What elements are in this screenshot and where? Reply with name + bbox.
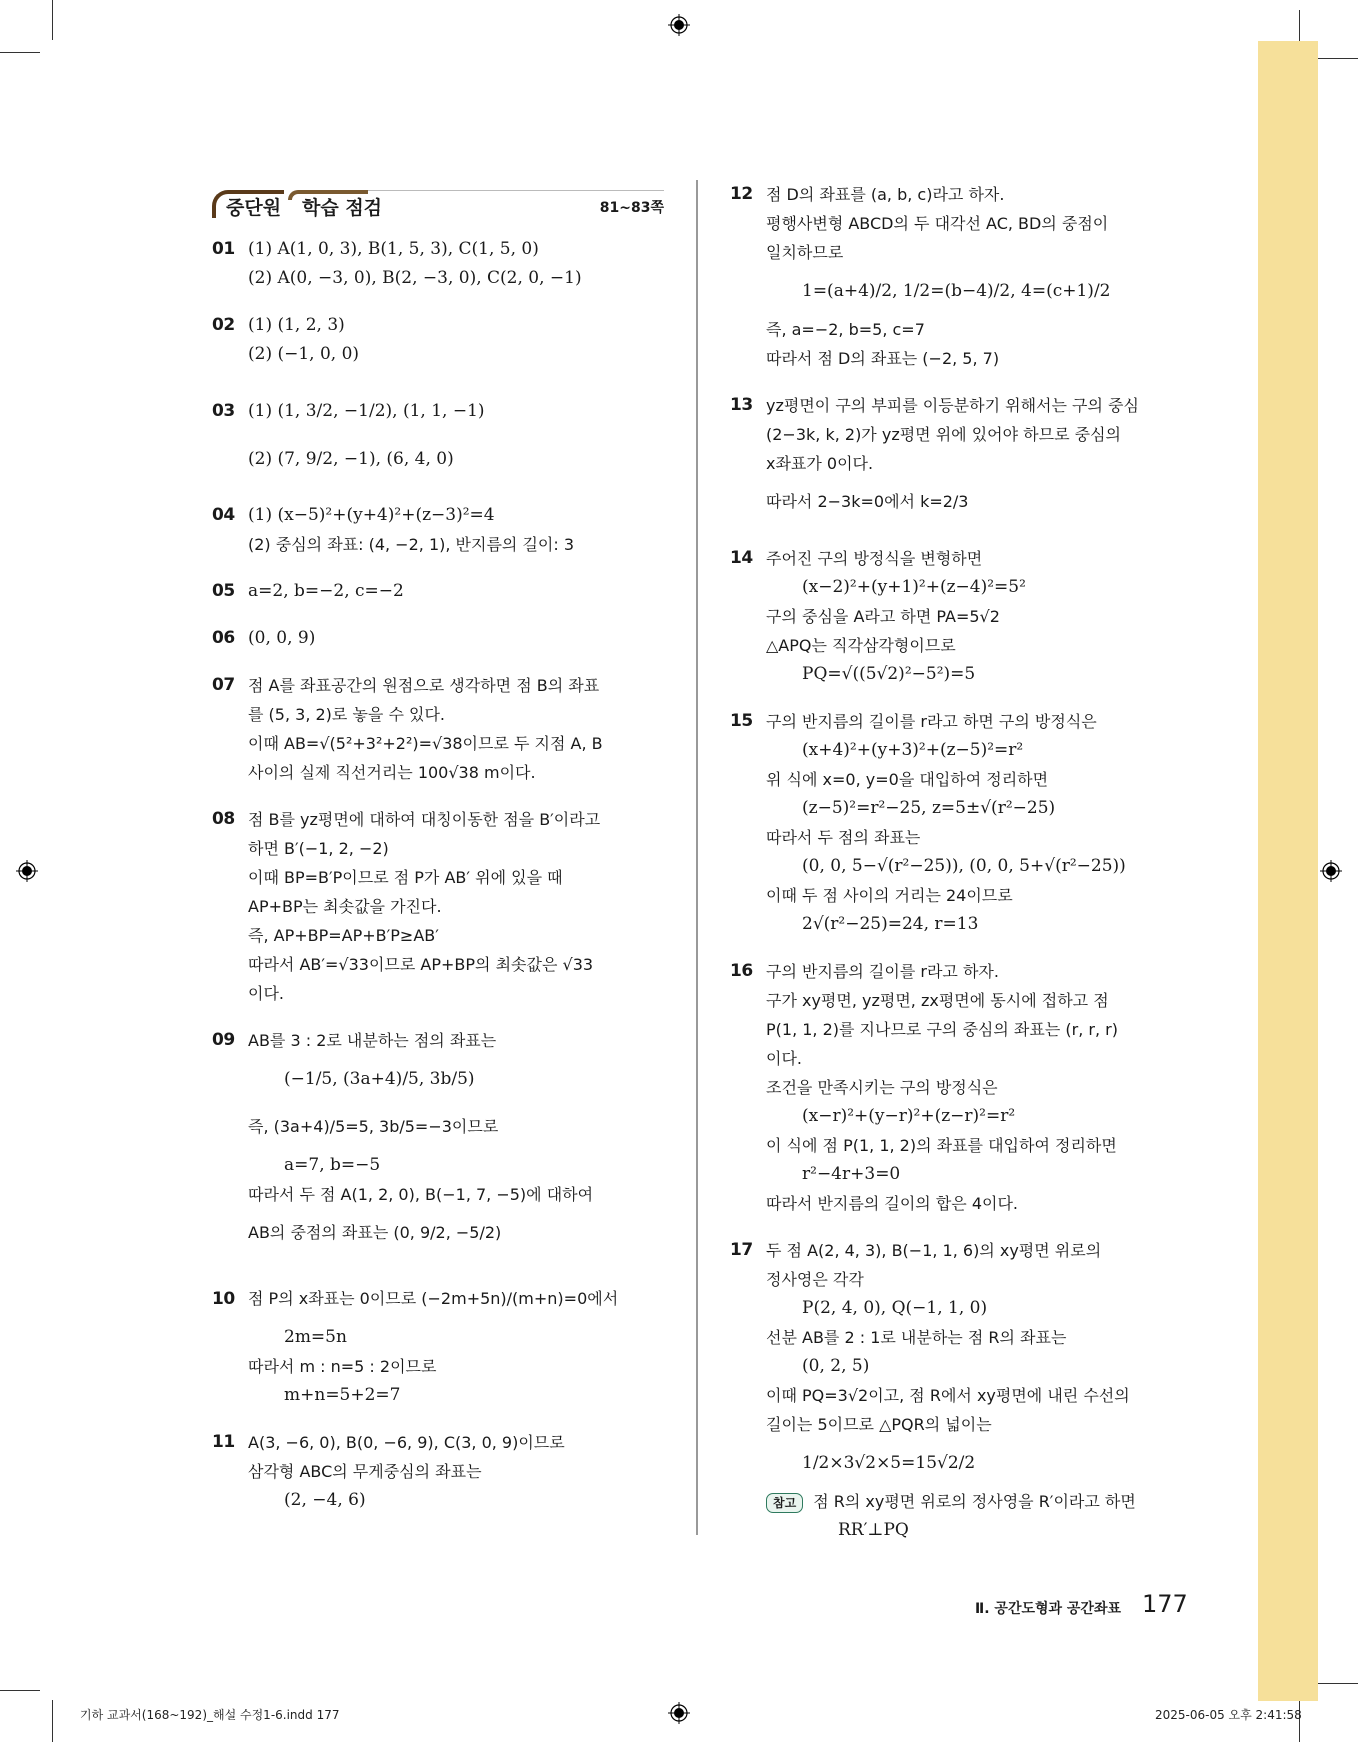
solution-line: 점 D의 좌표를 (a, b, c)라고 하자. xyxy=(766,185,1005,204)
solution-line: yz평면이 구의 부피를 이등분하기 위해서는 구의 중심 xyxy=(766,396,1139,415)
solution-line: 따라서 두 점 A(1, 2, 0), B(−1, 7, −5)에 대하여 xyxy=(248,1185,594,1204)
problem-number: 10 xyxy=(212,1289,235,1309)
file-slug: 기하 교과서(168~192)_해설 수정1-6.indd 177 xyxy=(80,1708,340,1722)
crop-mark xyxy=(1318,58,1358,59)
section-title-main: 중단원 xyxy=(226,197,282,219)
solution-line: 즉, (3a+4)/5=5, 3b/5=−3이므로 xyxy=(248,1117,499,1136)
solution-line: 삼각형 ABC의 무게중심의 좌표는 xyxy=(248,1462,482,1481)
left-column xyxy=(212,235,667,1533)
problem-16 xyxy=(730,957,1185,1218)
problem-04 xyxy=(212,501,667,559)
solution-line: 조건을 만족시키는 구의 방정식은 xyxy=(766,1078,998,1097)
solution-line: 이다. xyxy=(766,1049,802,1068)
registration-mark-icon xyxy=(16,860,38,882)
solution-line: (−1/5, (3a+4)/5, 3b/5) xyxy=(284,1069,475,1089)
solution-line: 정사영은 각각 xyxy=(766,1270,864,1289)
problem-14 xyxy=(730,544,1185,689)
solution-line: x좌표가 0이다. xyxy=(766,454,874,473)
solution-line: 1=(a+4)/2, 1/2=(b−4)/2, 4=(c+1)/2 xyxy=(802,281,1111,301)
solution-line: 점 P의 x좌표는 0이므로 (−2m+5n)/(m+n)=0에서 xyxy=(248,1289,619,1308)
solution-line: 따라서 점 D의 좌표는 (−2, 5, 7) xyxy=(766,349,1000,368)
solution-line: AB를 3 : 2로 내분하는 점의 좌표는 xyxy=(248,1031,497,1050)
answer-line: (2) A(0, −3, 0), B(2, −3, 0), C(2, 0, −1) xyxy=(248,268,582,288)
problem-number: 07 xyxy=(212,675,235,695)
solution-line: 구의 반지름의 길이를 r라고 하면 구의 방정식은 xyxy=(766,712,1097,731)
answer-line: (0, 0, 9) xyxy=(248,628,316,648)
problem-number: 14 xyxy=(730,548,753,568)
problem-11 xyxy=(212,1428,667,1515)
solution-line: 이때 AB=√(5²+3²+2²)=√38이므로 두 지점 A, B xyxy=(248,734,603,753)
problem-06 xyxy=(212,624,667,653)
solution-line: m+n=5+2=7 xyxy=(284,1385,401,1405)
crop-mark xyxy=(0,1690,40,1691)
right-column xyxy=(730,180,1185,1563)
problem-10 xyxy=(212,1275,667,1410)
solution-line: 평행사변형 ABCD의 두 대각선 AC, BD의 중점이 xyxy=(766,214,1109,233)
solution-line: 길이는 5이므로 △PQR의 넓이는 xyxy=(766,1415,992,1434)
problem-number: 02 xyxy=(212,315,235,335)
problem-number: 17 xyxy=(730,1240,753,1260)
registration-mark-icon xyxy=(1320,860,1342,882)
solution-line: (2−3k, k, 2)가 yz평면 위에 있어야 하므로 중심의 xyxy=(766,425,1121,444)
problem-05 xyxy=(212,577,667,606)
solution-line: P(2, 4, 0), Q(−1, 1, 0) xyxy=(802,1298,988,1318)
header-rule xyxy=(367,190,664,191)
solution-line: 사이의 실제 직선거리는 100√38 m이다. xyxy=(248,763,536,782)
solution-line: 따라서 반지름의 길이의 합은 4이다. xyxy=(766,1194,1018,1213)
solution-line: P(1, 1, 2)를 지나므로 구의 중심의 좌표는 (r, r, r) xyxy=(766,1020,1118,1039)
problem-number: 11 xyxy=(212,1432,235,1452)
crop-mark xyxy=(0,52,40,53)
solution-line: AP+BP는 최솟값을 가진다. xyxy=(248,897,442,916)
solution-line: a=7, b=−5 xyxy=(284,1155,381,1175)
crop-mark xyxy=(52,1700,53,1742)
solution-line: 위 식에 x=0, y=0을 대입하여 정리하면 xyxy=(766,770,1049,789)
registration-mark-icon xyxy=(668,14,690,36)
problem-07 xyxy=(212,671,667,787)
problem-number: 03 xyxy=(212,401,235,421)
solution-line: 따라서 2−3k=0에서 k=2/3 xyxy=(766,492,969,511)
registration-mark-icon xyxy=(668,1702,690,1724)
solution-line: 두 점 A(2, 4, 3), B(−1, 1, 6)의 xy평면 위로의 xyxy=(766,1241,1102,1260)
crop-mark xyxy=(1318,1683,1358,1684)
answer-line: (1) (1, 3/2, −1/2), (1, 1, −1) xyxy=(248,401,485,421)
problem-number: 13 xyxy=(730,395,753,415)
solution-line: r²−4r+3=0 xyxy=(802,1164,901,1184)
chapter-tab-strip xyxy=(1258,41,1318,1701)
problem-number: 16 xyxy=(730,961,753,981)
problem-number: 04 xyxy=(212,505,235,525)
solution-line: 즉, AP+BP=AP+B′P≥AB′ xyxy=(248,926,439,945)
timestamp-slug: 2025-06-05 오후 2:41:58 xyxy=(1155,1708,1302,1722)
solution-line: (z−5)²=r²−25, z=5±√(r²−25) xyxy=(802,798,1056,818)
answer-line: (1) A(1, 0, 3), B(1, 5, 3), C(1, 5, 0) xyxy=(248,239,539,259)
problem-number: 12 xyxy=(730,184,753,204)
page-number: 177 xyxy=(1142,1590,1188,1618)
problem-number: 15 xyxy=(730,711,753,731)
solution-line: 1/2×3√2×5=15√2/2 xyxy=(802,1453,976,1473)
solution-line: 이때 BP=B′P이므로 점 P가 AB′ 위에 있을 때 xyxy=(248,868,563,887)
solution-line: (x+4)²+(y+3)²+(z−5)²=r² xyxy=(802,740,1024,760)
solution-line: PQ=√((5√2)²−5²)=5 xyxy=(802,664,976,684)
problem-09 xyxy=(212,1026,667,1257)
problem-01 xyxy=(212,235,667,293)
solution-line: (0, 2, 5) xyxy=(802,1356,870,1376)
answer-line: (2) (−1, 0, 0) xyxy=(248,344,360,364)
solution-line: AB의 중점의 좌표는 (0, 9/2, −5/2) xyxy=(248,1223,502,1242)
problem-number: 05 xyxy=(212,581,235,601)
problem-15 xyxy=(730,707,1185,939)
solution-line: 를 (5, 3, 2)로 놓을 수 있다. xyxy=(248,705,445,724)
solution-line: 하면 B′(−1, 2, −2) xyxy=(248,839,389,858)
note-line xyxy=(766,1487,1185,1516)
answer-line: a=2, b=−2, c=−2 xyxy=(248,581,404,601)
solution-line: 이때 PQ=3√2이고, 점 R에서 xy평면에 내린 수선의 xyxy=(766,1386,1130,1405)
problem-number: 09 xyxy=(212,1030,235,1050)
note-text: 점 R의 xy평면 위로의 정사영을 R′이라고 하면 xyxy=(813,1492,1136,1511)
solution-line: 구의 중심을 A라고 하면 PA=5√2 xyxy=(766,607,1000,626)
solution-line: 즉, a=−2, b=5, c=7 xyxy=(766,320,925,339)
answer-line: (1) (x−5)²+(y+4)²+(z−3)²=4 xyxy=(248,505,495,525)
solution-line: 주어진 구의 방정식을 변형하면 xyxy=(766,549,983,568)
solution-line: 따라서 두 점의 좌표는 xyxy=(766,828,921,847)
problem-number: 06 xyxy=(212,628,235,648)
note-text: RR′⊥PQ xyxy=(838,1520,909,1540)
problem-number: 08 xyxy=(212,809,235,829)
solution-line: (x−2)²+(y+1)²+(z−4)²=5² xyxy=(802,577,1026,597)
solution-line: 이 식에 점 P(1, 1, 2)의 좌표를 대입하여 정리하면 xyxy=(766,1136,1117,1155)
section-title-sub: 학습 점검 xyxy=(302,197,383,219)
solution-line: (2, −4, 6) xyxy=(284,1490,366,1510)
crop-mark xyxy=(1299,10,1300,42)
answer-line: (1) (1, 2, 3) xyxy=(248,315,345,335)
page-range: 81~83쪽 xyxy=(599,200,664,216)
note-badge: 참고 xyxy=(766,1493,803,1513)
solution-line: (0, 0, 5−√(r²−25)), (0, 0, 5+√(r²−25)) xyxy=(802,856,1126,876)
answer-line: (2) (7, 9/2, −1), (6, 4, 0) xyxy=(248,449,454,469)
problem-17 xyxy=(730,1236,1185,1545)
solution-line: 2m=5n xyxy=(284,1327,347,1347)
problem-12 xyxy=(730,180,1185,373)
column-divider xyxy=(696,180,698,1535)
solution-line: 2√(r²−25)=24, r=13 xyxy=(802,914,979,934)
problem-02 xyxy=(212,311,667,369)
solution-line: 선분 AB를 2 : 1로 내분하는 점 R의 좌표는 xyxy=(766,1328,1067,1347)
solution-line: 점 B를 yz평면에 대하여 대칭이동한 점을 B′이라고 xyxy=(248,810,601,829)
solution-line: 점 A를 좌표공간의 원점으로 생각하면 점 B의 좌표 xyxy=(248,676,600,695)
solution-line: 구가 xy평면, yz평면, zx평면에 동시에 접하고 점 xyxy=(766,991,1109,1010)
solution-line: △APQ는 직각삼각형이므로 xyxy=(766,636,956,655)
section-header xyxy=(212,185,664,221)
solution-line: 이때 두 점 사이의 거리는 24이므로 xyxy=(766,886,1013,905)
problem-13 xyxy=(730,391,1185,526)
chapter-title: Ⅱ. 공간도형과 공간좌표 xyxy=(975,1601,1122,1617)
solution-line: 일치하므로 xyxy=(766,243,844,262)
solution-line: 구의 반지름의 길이를 r라고 하자. xyxy=(766,962,999,981)
problem-number: 01 xyxy=(212,239,235,259)
solution-line: 따라서 m : n=5 : 2이므로 xyxy=(248,1357,437,1376)
crop-mark xyxy=(52,0,53,40)
solution-line: (x−r)²+(y−r)²+(z−r)²=r² xyxy=(802,1106,1016,1126)
solution-line: A(3, −6, 0), B(0, −6, 9), C(3, 0, 9)이므로 xyxy=(248,1433,565,1452)
answer-line: (2) 중심의 좌표: (4, −2, 1), 반지름의 길이: 3 xyxy=(248,535,575,554)
solution-line: 따라서 AB′=√33이므로 AP+BP의 최솟값은 √33 xyxy=(248,955,594,974)
problem-03 xyxy=(212,387,667,483)
problem-08 xyxy=(212,805,667,1008)
solution-line: 이다. xyxy=(248,984,284,1003)
